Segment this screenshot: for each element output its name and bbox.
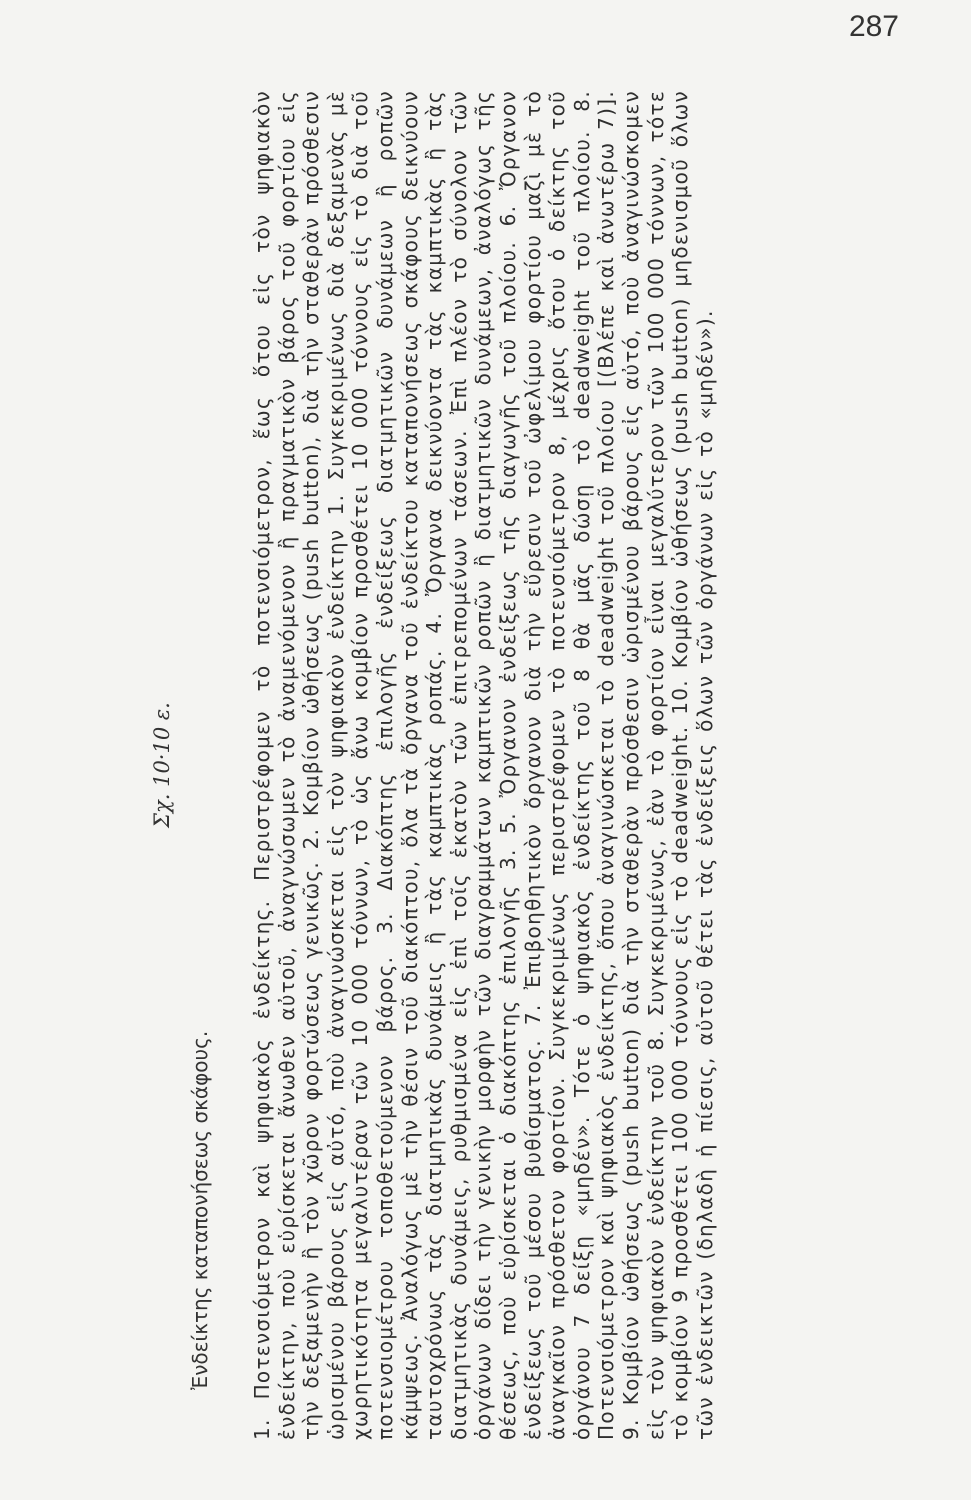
rotated-figure-legend	[150, 90, 880, 1440]
figure-title: Σχ. 10·10 ε.	[150, 702, 174, 828]
legend-paragraph: 1. Ποτενσιόμετρον καὶ ψηφιακὸς ἐνδείκτης. Περιστρέφομεν τὸ ποτενσιόμετρον, ἕως ὅτου εἰς τὸν ψηφιακὸν ἐνδείκτην, ποὺ εὑρίσκεται ἄνωθεν αὐτοῦ, ἀναγνώσωμεν τὸ ἀναμενόμενον ἢ πραγματικὸν βάρος τοῦ φορτίου εἰς τὴν δεξαμενὴν ἢ τὸν χῶρον φορτώσεως γενικῶς. 2. Κομβίον ὠθήσεως (push button), διὰ τὴν σταθερὰν πρόσθεσιν ὡρισμένου βάρους εἰς αὐτό, ποὺ ἀναγινώσκεται εἰς τὸν ψηφιακὸν ἐνδείκτην 1. Συγκεκριμένως διὰ δεξαμενὰς μὲ χωρητικότητα μεγαλυτέραν τῶν 10 000 τόννων, τὸ ὡς ἄνω κομβίον προσθέτει 10 000 τόννους εἰς τὸ διὰ τοῦ ποτενσιομέτρου τοποθετούμενον βάρος. 3. Διακόπτης ἐπιλογῆς ἐνδείξεως διατμητικῶν δυνάμεων ἢ ροπῶν κάμψεως. Ἀναλόγως μὲ τὴν θέσιν τοῦ διακόπτου, ὅλα τὰ ὄργανα τοῦ ἐνδείκτου καταπονήσεως σκάφους δεικνύουν ταυτοχρόνως τὰς διατμητικὰς δυνάμεις ἢ τὰς καμπτικὰς ροπάς. 4. Ὄργανα δεικνύοντα τὰς καμπτικὰς ἢ τὰς διατμητικὰς δυνάμεις, ρυθμισμένα εἰς ἐπὶ τοῖς ἑκατὸν τῶν ἐπιτρεπομένων τάσεων. Ἐπὶ πλέον τὸ σύνολον τῶν ὀργάνων δίδει τὴν γενικὴν μορφὴν τῶν διαγραμμάτων καμπτικῶν ροπῶν ἢ διατμητικῶν δυνάμεων, ἀναλόγως τῆς θέσεως, ποὺ εὑρίσκεται ὁ διακόπτης ἐπιλογῆς 3. 5. Ὄργανον ἐνδείξεως τῆς διαγωγῆς τοῦ πλοίου. 6. Ὄργανον ἐνδείξεως τοῦ μέσου βυθίσματος. 7. Ἐπιβοηθητικὸν ὄργανον διὰ τὴν εὕρεσιν τοῦ ὠφελίμου φορτίου μαζὶ μὲ τὸ ἀναγκαῖον πρόσθετον φορτίον. Συγκεκριμένως περιστρέφομεν τὸ ποτενσιόμετρον 8, μέχρις ὅτου ὁ δείκτης τοῦ ὀργάνου 7 δείξῃ «μηδέν». Τότε ὁ ψηφιακὸς ἐνδείκτης τοῦ 8 θὰ μᾶς δώσῃ τὸ deadweight τοῦ πλοίου. 8. Ποτενσιόμετρον καὶ ψηφιακὸς ἐνδείκτης, ὅπου ἀναγινώσκεται τὸ deadweight τοῦ πλοίου [(Βλέπε καὶ ἀνωτέρω 7)]. 9. Κομβίον ὠθήσεως (push button) διὰ τὴν σταθερὰν πρόσθεσιν ὡρισμένου βάρους εἰς αὐτό, ποὺ ἀναγινώσκομεν εἰς τὸν ψηφιακὸν ἐνδείκτην τοῦ 8. Συγκεκριμένως, ἐὰν τὸ φορτίον εἶναι μεγαλύτερον τῶν 100 000 τόννων, τότε τὸ κομβίον 9 προσθέτει 100 000 τόννους εἰς τὸ deadweight. 10. Κομβίον ὠθήσεως (push button) μηδενισμοῦ ὅλων τῶν ἐνδεικτῶν (δηλαδὴ ἡ πίεσις, αὐτοῦ θέτει τὰς ἐνδείξεις ὅλων τῶν ὀργάνων εἰς τὸ «μηδέν»).	[250, 90, 717, 1440]
page-number: 287	[848, 10, 899, 43]
figure-caption: Ἐνδείκτης καταπονήσεως σκάφους.	[188, 1030, 212, 1390]
